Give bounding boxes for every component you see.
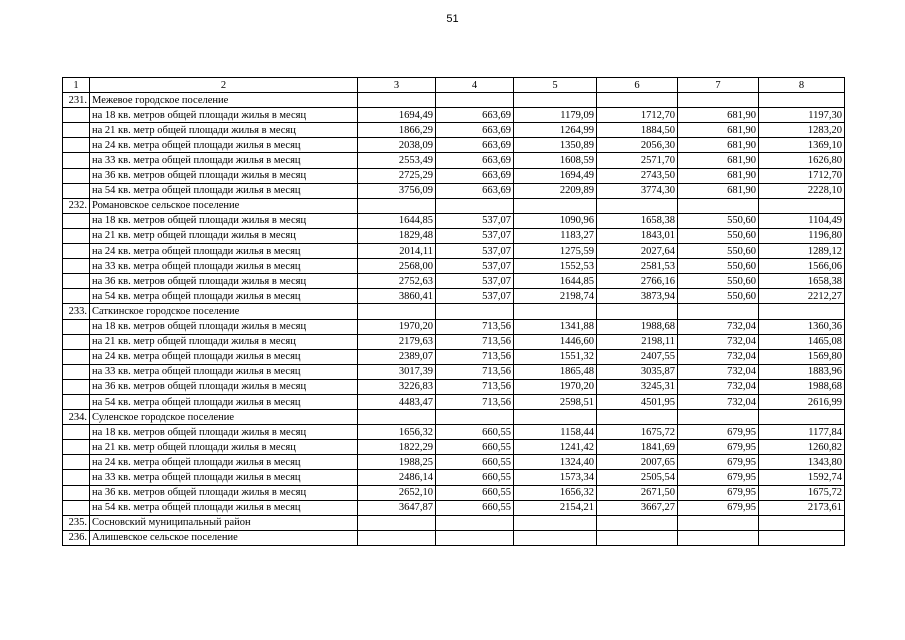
value-cell: 1264,99 [514, 123, 597, 138]
value-cell: 1970,20 [514, 379, 597, 394]
table-row [63, 213, 845, 228]
row-label: на 21 кв. метр общей площади жилья в месяц [90, 123, 358, 138]
value-cell: 1196,80 [759, 228, 845, 243]
value-cell: 663,69 [436, 183, 514, 198]
row-label: на 24 кв. метра общей площади жилья в месяц [90, 455, 358, 470]
row-label: на 18 кв. метров общей площади жилья в месяц [90, 108, 358, 123]
group-number: 236. [63, 530, 90, 545]
value-cell: 679,95 [678, 440, 759, 455]
empty-cell [358, 304, 436, 319]
empty-cell [436, 515, 514, 530]
value-cell: 679,95 [678, 425, 759, 440]
row-number-cell [63, 168, 90, 183]
value-cell: 660,55 [436, 455, 514, 470]
group-title: Межевое городское поселение [90, 93, 358, 108]
value-cell: 550,60 [678, 228, 759, 243]
value-cell: 2014,11 [358, 244, 436, 259]
value-cell: 1644,85 [514, 274, 597, 289]
row-label: на 24 кв. метра общей площади жилья в месяц [90, 138, 358, 153]
row-number-cell [63, 394, 90, 409]
empty-cell [358, 410, 436, 425]
value-cell: 2389,07 [358, 349, 436, 364]
value-cell: 2671,50 [597, 485, 678, 500]
value-cell: 550,60 [678, 213, 759, 228]
row-label: на 36 кв. метров общей площади жилья в месяц [90, 274, 358, 289]
table-row [63, 470, 845, 485]
value-cell: 1658,38 [759, 274, 845, 289]
value-cell: 537,07 [436, 289, 514, 304]
value-cell: 2154,21 [514, 500, 597, 515]
value-cell: 1866,29 [358, 123, 436, 138]
empty-cell [678, 304, 759, 319]
group-title-row [63, 530, 845, 545]
table-row [63, 500, 845, 515]
value-cell: 1350,89 [514, 138, 597, 153]
empty-cell [514, 530, 597, 545]
group-title-row [63, 304, 845, 319]
group-title: Сосновский муниципальный район [90, 515, 358, 530]
value-cell: 1551,32 [514, 349, 597, 364]
empty-cell [759, 515, 845, 530]
value-cell: 3860,41 [358, 289, 436, 304]
empty-cell [436, 410, 514, 425]
group-number: 233. [63, 304, 90, 319]
value-cell: 2505,54 [597, 470, 678, 485]
row-label: на 33 кв. метра общей площади жилья в месяц [90, 470, 358, 485]
value-cell: 713,56 [436, 334, 514, 349]
value-cell: 1883,96 [759, 364, 845, 379]
value-cell: 1369,10 [759, 138, 845, 153]
value-cell: 1569,80 [759, 349, 845, 364]
row-number-cell [63, 470, 90, 485]
row-label: на 18 кв. метров общей площади жилья в месяц [90, 319, 358, 334]
row-number-cell [63, 349, 90, 364]
table-row [63, 485, 845, 500]
value-cell: 2598,51 [514, 394, 597, 409]
value-cell: 660,55 [436, 485, 514, 500]
value-cell: 1822,29 [358, 440, 436, 455]
empty-cell [678, 410, 759, 425]
value-cell: 660,55 [436, 440, 514, 455]
empty-cell [597, 410, 678, 425]
value-cell: 3226,83 [358, 379, 436, 394]
value-cell: 713,56 [436, 349, 514, 364]
value-cell: 2725,29 [358, 168, 436, 183]
row-label: на 21 кв. метр общей площади жилья в месяц [90, 228, 358, 243]
table-row [63, 123, 845, 138]
row-number-cell [63, 259, 90, 274]
row-number-cell [63, 485, 90, 500]
value-cell: 550,60 [678, 244, 759, 259]
value-cell: 2652,10 [358, 485, 436, 500]
value-cell: 3774,30 [597, 183, 678, 198]
value-cell: 1608,59 [514, 153, 597, 168]
value-cell: 3873,94 [597, 289, 678, 304]
empty-cell [759, 410, 845, 425]
empty-cell [678, 93, 759, 108]
table-row [63, 183, 845, 198]
value-cell: 732,04 [678, 394, 759, 409]
empty-cell [358, 530, 436, 545]
row-label: на 18 кв. метров общей площади жилья в месяц [90, 425, 358, 440]
value-cell: 1275,59 [514, 244, 597, 259]
value-cell: 4483,47 [358, 394, 436, 409]
value-cell: 2766,16 [597, 274, 678, 289]
value-cell: 663,69 [436, 108, 514, 123]
value-cell: 1865,48 [514, 364, 597, 379]
empty-cell [358, 198, 436, 213]
value-cell: 1341,88 [514, 319, 597, 334]
value-cell: 663,69 [436, 168, 514, 183]
value-cell: 660,55 [436, 500, 514, 515]
value-cell: 732,04 [678, 319, 759, 334]
value-cell: 3245,31 [597, 379, 678, 394]
value-cell: 1626,80 [759, 153, 845, 168]
row-label: на 36 кв. метров общей площади жилья в месяц [90, 485, 358, 500]
table-row [63, 455, 845, 470]
value-cell: 2752,63 [358, 274, 436, 289]
value-cell: 550,60 [678, 259, 759, 274]
value-cell: 2056,30 [597, 138, 678, 153]
table-row [63, 319, 845, 334]
empty-cell [514, 198, 597, 213]
row-number-cell [63, 334, 90, 349]
value-cell: 1644,85 [358, 213, 436, 228]
value-cell: 1465,08 [759, 334, 845, 349]
group-title: Суленское городское поселение [90, 410, 358, 425]
value-cell: 732,04 [678, 349, 759, 364]
value-cell: 2198,11 [597, 334, 678, 349]
header-cell: 6 [597, 78, 678, 93]
value-cell: 1241,42 [514, 440, 597, 455]
group-number: 235. [63, 515, 90, 530]
value-cell: 1104,49 [759, 213, 845, 228]
row-label: на 36 кв. метров общей площади жилья в месяц [90, 168, 358, 183]
value-cell: 1829,48 [358, 228, 436, 243]
value-cell: 1592,74 [759, 470, 845, 485]
group-title-row [63, 515, 845, 530]
row-label: на 21 кв. метр общей площади жилья в месяц [90, 334, 358, 349]
table-row [63, 394, 845, 409]
value-cell: 713,56 [436, 394, 514, 409]
value-cell: 713,56 [436, 364, 514, 379]
group-number: 234. [63, 410, 90, 425]
value-cell: 2027,64 [597, 244, 678, 259]
row-number-cell [63, 289, 90, 304]
row-label: на 18 кв. метров общей площади жилья в месяц [90, 213, 358, 228]
page-number: 51 [446, 13, 459, 25]
row-number-cell [63, 455, 90, 470]
value-cell: 1177,84 [759, 425, 845, 440]
value-cell: 1841,69 [597, 440, 678, 455]
empty-cell [514, 93, 597, 108]
value-cell: 537,07 [436, 244, 514, 259]
value-cell: 1289,12 [759, 244, 845, 259]
value-cell: 681,90 [678, 108, 759, 123]
value-cell: 2212,27 [759, 289, 845, 304]
row-number-cell [63, 244, 90, 259]
empty-cell [358, 93, 436, 108]
value-cell: 2486,14 [358, 470, 436, 485]
value-cell: 1675,72 [597, 425, 678, 440]
group-title: Романовское сельское поселение [90, 198, 358, 213]
value-cell: 3647,87 [358, 500, 436, 515]
value-cell: 537,07 [436, 274, 514, 289]
table-row [63, 138, 845, 153]
value-cell: 1090,96 [514, 213, 597, 228]
empty-cell [597, 304, 678, 319]
header-cell: 7 [678, 78, 759, 93]
value-cell: 681,90 [678, 138, 759, 153]
value-cell: 1360,36 [759, 319, 845, 334]
value-cell: 681,90 [678, 153, 759, 168]
empty-cell [678, 515, 759, 530]
table-row [63, 244, 845, 259]
value-cell: 660,55 [436, 425, 514, 440]
empty-cell [759, 198, 845, 213]
empty-cell [759, 530, 845, 545]
row-number-cell [63, 123, 90, 138]
row-number-cell [63, 425, 90, 440]
value-cell: 537,07 [436, 213, 514, 228]
value-cell: 2038,09 [358, 138, 436, 153]
empty-cell [514, 410, 597, 425]
value-cell: 3756,09 [358, 183, 436, 198]
empty-cell [678, 198, 759, 213]
group-title-row [63, 93, 845, 108]
row-number-cell [63, 213, 90, 228]
value-cell: 3017,39 [358, 364, 436, 379]
value-cell: 2209,89 [514, 183, 597, 198]
row-number-cell [63, 319, 90, 334]
value-cell: 1884,50 [597, 123, 678, 138]
value-cell: 679,95 [678, 455, 759, 470]
empty-cell [436, 530, 514, 545]
value-cell: 2571,70 [597, 153, 678, 168]
table-row [63, 334, 845, 349]
table-row [63, 168, 845, 183]
value-cell: 732,04 [678, 334, 759, 349]
row-number-cell [63, 379, 90, 394]
row-label: на 54 кв. метра общей площади жилья в месяц [90, 394, 358, 409]
value-cell: 663,69 [436, 138, 514, 153]
value-cell: 681,90 [678, 123, 759, 138]
value-cell: 1712,70 [597, 108, 678, 123]
value-cell: 1988,68 [759, 379, 845, 394]
row-number-cell [63, 274, 90, 289]
value-cell: 681,90 [678, 183, 759, 198]
value-cell: 2568,00 [358, 259, 436, 274]
group-number: 232. [63, 198, 90, 213]
table-row [63, 259, 845, 274]
empty-cell [597, 530, 678, 545]
value-cell: 1283,20 [759, 123, 845, 138]
table-row [63, 349, 845, 364]
value-cell: 1566,06 [759, 259, 845, 274]
value-cell: 1656,32 [514, 485, 597, 500]
value-cell: 1158,44 [514, 425, 597, 440]
empty-cell [759, 93, 845, 108]
table-row [63, 440, 845, 455]
group-number: 231. [63, 93, 90, 108]
row-label: на 54 кв. метра общей площади жилья в месяц [90, 289, 358, 304]
value-cell: 1843,01 [597, 228, 678, 243]
row-label: на 54 кв. метра общей площади жилья в месяц [90, 183, 358, 198]
value-cell: 663,69 [436, 123, 514, 138]
value-cell: 1183,27 [514, 228, 597, 243]
row-number-cell [63, 440, 90, 455]
value-cell: 550,60 [678, 274, 759, 289]
empty-cell [436, 198, 514, 213]
table-row [63, 108, 845, 123]
header-cell: 4 [436, 78, 514, 93]
header-cell: 5 [514, 78, 597, 93]
group-title-row [63, 410, 845, 425]
value-cell: 732,04 [678, 379, 759, 394]
empty-cell [597, 93, 678, 108]
value-cell: 1446,60 [514, 334, 597, 349]
empty-cell [597, 198, 678, 213]
value-cell: 1694,49 [358, 108, 436, 123]
table-row [63, 153, 845, 168]
row-number-cell [63, 108, 90, 123]
row-number-cell [63, 500, 90, 515]
value-cell: 1573,34 [514, 470, 597, 485]
table-row [63, 425, 845, 440]
table-body [63, 78, 845, 546]
value-cell: 4501,95 [597, 394, 678, 409]
value-cell: 713,56 [436, 379, 514, 394]
row-number-cell [63, 183, 90, 198]
value-cell: 1658,38 [597, 213, 678, 228]
value-cell: 1988,68 [597, 319, 678, 334]
table-row [63, 289, 845, 304]
value-cell: 2198,74 [514, 289, 597, 304]
group-title: Саткинское городское поселение [90, 304, 358, 319]
row-label: на 24 кв. метра общей площади жилья в месяц [90, 349, 358, 364]
header-cell: 1 [63, 78, 90, 93]
group-title: Алишевское сельское поселение [90, 530, 358, 545]
value-cell: 713,56 [436, 319, 514, 334]
table-row [63, 364, 845, 379]
row-number-cell [63, 153, 90, 168]
value-cell: 679,95 [678, 470, 759, 485]
table-row [63, 379, 845, 394]
row-number-cell [63, 138, 90, 153]
row-label: на 33 кв. метра общей площади жилья в месяц [90, 364, 358, 379]
empty-cell [514, 515, 597, 530]
value-cell: 1656,32 [358, 425, 436, 440]
value-cell: 3667,27 [597, 500, 678, 515]
value-cell: 679,95 [678, 500, 759, 515]
value-cell: 537,07 [436, 259, 514, 274]
value-cell: 2581,53 [597, 259, 678, 274]
value-cell: 1712,70 [759, 168, 845, 183]
value-cell: 2407,55 [597, 349, 678, 364]
row-label: на 36 кв. метров общей площади жилья в месяц [90, 379, 358, 394]
value-cell: 3035,87 [597, 364, 678, 379]
header-cell: 3 [358, 78, 436, 93]
value-cell: 660,55 [436, 470, 514, 485]
row-label: на 24 кв. метра общей площади жилья в месяц [90, 244, 358, 259]
header-cell: 2 [90, 78, 358, 93]
value-cell: 537,07 [436, 228, 514, 243]
value-cell: 1970,20 [358, 319, 436, 334]
row-label: на 21 кв. метр общей площади жилья в месяц [90, 440, 358, 455]
empty-cell [358, 515, 436, 530]
row-number-cell [63, 364, 90, 379]
row-label: на 54 кв. метра общей площади жилья в месяц [90, 500, 358, 515]
value-cell: 1179,09 [514, 108, 597, 123]
value-cell: 2553,49 [358, 153, 436, 168]
value-cell: 1260,82 [759, 440, 845, 455]
empty-cell [436, 304, 514, 319]
value-cell: 1552,53 [514, 259, 597, 274]
value-cell: 2173,61 [759, 500, 845, 515]
value-cell: 2228,10 [759, 183, 845, 198]
tariff-table [62, 77, 845, 546]
table-row [63, 274, 845, 289]
table-header-row [63, 78, 845, 93]
header-cell: 8 [759, 78, 845, 93]
empty-cell [436, 93, 514, 108]
value-cell: 2616,99 [759, 394, 845, 409]
row-label: на 33 кв. метра общей площади жилья в месяц [90, 259, 358, 274]
value-cell: 1988,25 [358, 455, 436, 470]
value-cell: 2179,63 [358, 334, 436, 349]
empty-cell [678, 530, 759, 545]
value-cell: 1197,30 [759, 108, 845, 123]
empty-cell [514, 304, 597, 319]
empty-cell [759, 304, 845, 319]
value-cell: 2007,65 [597, 455, 678, 470]
empty-cell [597, 515, 678, 530]
value-cell: 1324,40 [514, 455, 597, 470]
value-cell: 1675,72 [759, 485, 845, 500]
value-cell: 1694,49 [514, 168, 597, 183]
group-title-row [63, 198, 845, 213]
value-cell: 681,90 [678, 168, 759, 183]
row-label: на 33 кв. метра общей площади жилья в месяц [90, 153, 358, 168]
value-cell: 2743,50 [597, 168, 678, 183]
value-cell: 550,60 [678, 289, 759, 304]
row-number-cell [63, 228, 90, 243]
table-row [63, 228, 845, 243]
value-cell: 663,69 [436, 153, 514, 168]
value-cell: 732,04 [678, 364, 759, 379]
value-cell: 1343,80 [759, 455, 845, 470]
value-cell: 679,95 [678, 485, 759, 500]
